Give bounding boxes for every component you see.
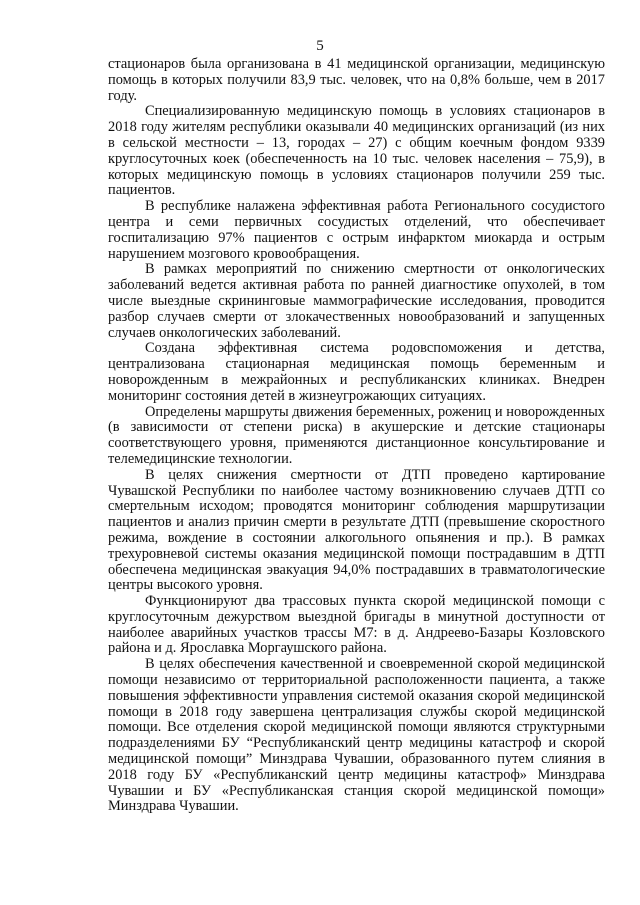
paragraph: В целях обеспечения качественной и своевременной скорой медицинской помощи независимо от территориальной расположенности пациента, а также повышения эффективности управления системой оказания скорой медицинской помощи в 2018 году завершена централизация службы скорой медицинской помощи. Все отделения скорой медицинской помощи являются структурными подразделениями БУ “Республиканский центр медицины катастроф и скорой медицинской помощи” Минздрава Чувашии, образованного путем слияния в 2018 году БУ «Республиканский центр медицины катастроф» Минздрава Чувашии и БУ «Республиканская станция скорой медицинской помощи» Минздрава Чувашии. bbox=[108, 656, 605, 815]
paragraph: Определены маршруты движения беременных, рожениц и новорожденных (в зависимости от степени риска) в акушерские и детские стационары соответствующего уровня, применяются дистанционное консультирование и телемедицинские технологии. bbox=[108, 403, 605, 467]
paragraph: В республике налажена эффективная работа Регионального сосудистого центра и семи первичных сосудистых отделений, что обеспечивает госпитализацию 97% пациентов с острым инфарктом миокарда и острым нарушением мозгового кровообращения. bbox=[108, 198, 605, 262]
paragraph: В целях снижения смертности от ДТП проведено картирование Чувашской Республики по наиболее частому возникновению случаев ДТП со смертельным исходом; проводятся мониторинг соблюдения маршрутизации пациентов и анализ причин смерти в результате ДТП (превышение скоростного режима, вождение в состоянии алкогольного опьянения и пр.). В рамках трехуровневой системы оказания медицинской помощи пострадавшим в ДТП обеспечена медицинская эвакуация 94,0% пострадавших в травматологические центры высокого уровня. bbox=[108, 466, 605, 594]
paragraph: Создана эффективная система родовспоможения и детства, централизована стационарная медицинская помощь беременным и новорожденным в межрайонных и республиканских клиниках. Внедрен мониторинг состояния детей в жизнеугрожающих ситуациях. bbox=[108, 340, 605, 404]
paragraph: Специализированную медицинскую помощь в условиях стационаров в 2018 году жителям республики оказывали 40 медицинских организаций (из них в сельской местности – 13, городах – 27) с общим коечным фондом 9339 круглосуточных коек (обеспеченность на 10 тыс. человек населения – 75,9), в которых медицинскую помощь в условиях стационаров получили 259 тыс. пациентов. bbox=[108, 103, 605, 199]
paragraph: стационаров была организована в 41 медицинской организации, медицинскую помощь в которых получили 83,9 тыс. человек, что на 0,8% больше, чем в 2017 году. bbox=[108, 56, 605, 104]
page-number: 5 bbox=[316, 38, 324, 54]
document-body bbox=[108, 57, 605, 815]
paragraph: В рамках мероприятий по снижению смертности от онкологических заболеваний ведется активная работа по ранней диагностике опухолей, в том числе выездные скрининговые маммографические исследования, проводится разбор случаев смерти от злокачественных новообразований и запущенных случаев онкологических заболеваний. bbox=[108, 261, 605, 341]
paragraph: Функционируют два трассовых пункта скорой медицинской помощи с круглосуточным дежурством выездной бригады в минутной доступности от наиболее аварийных участков трассы М7: в д. Андреево-Базары Козловского района и д. Ярославка Моргаушского района. bbox=[108, 593, 605, 657]
